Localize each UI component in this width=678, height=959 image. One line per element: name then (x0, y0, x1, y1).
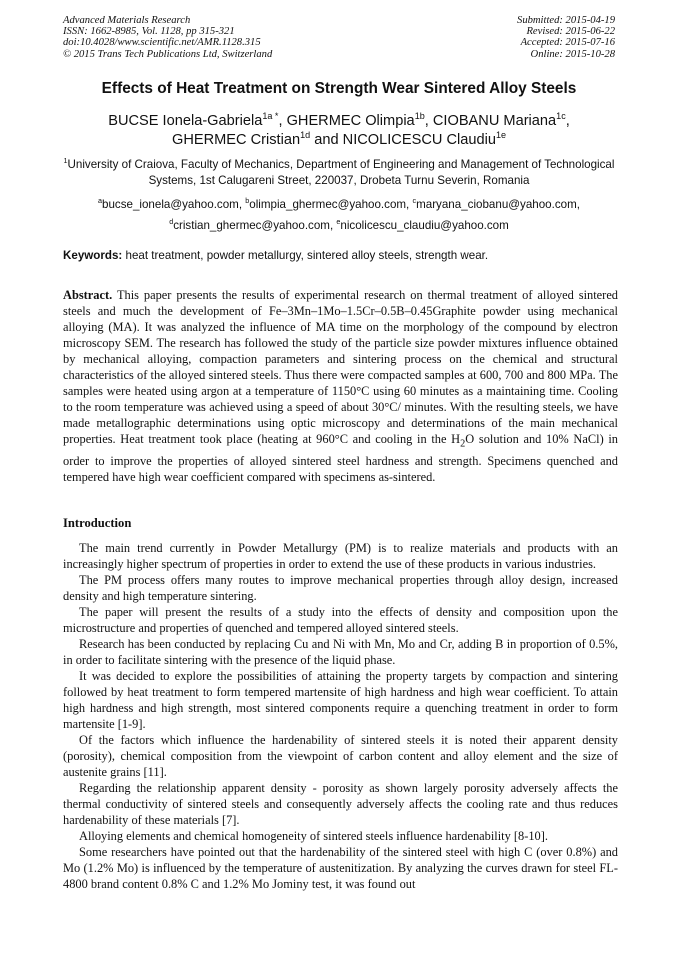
header-right (517, 15, 615, 60)
email-address[interactable]: olimpia_ghermec@yahoo.com (249, 198, 407, 211)
author-superscript: 1e (495, 130, 507, 141)
email-superscript: a (98, 196, 103, 206)
email-superscript: b (245, 196, 250, 206)
email-superscript: d (169, 217, 174, 227)
email-superscript: e (336, 217, 341, 227)
intro-paragraph: Alloying elements and chemical homogeneity of sintered steels influence hardenability [8-10]. (79, 829, 548, 843)
doi-line: doi:10.4028/www.scientific.net/AMR.1128.315 (63, 37, 261, 49)
author-name: NICOLICESCU Claudiu (342, 132, 496, 148)
intro-paragraph: It was decided to explore the possibilities of attaining the property targets by compaction and sintering followed by heat treatment to form tempered martensite of high hardness and high wear coefficient. To attain high hardness and high strength, most sintered components require a quenching treatment in order to form martensite [1-9]. (63, 669, 618, 731)
intro-paragraph: The paper will present the results of a study into the effects of density and composition upon the microstructure and properties of quenched and tempered alloyed sintered steels. (63, 605, 618, 635)
abstract-text: This paper presents the results of experimental research on thermal treatment of alloyed sintered steels and much the development of Fe–3Mn–1Mo–1.5Cr–0.5B–0.45Graphite powder using mechanical alloying (MA). It was analyzed the influence of MA time on the morphology of the compound by electron microscopy SEM. The research has followed the study of the particle size powder mixtures influence obtained by mechanical alloying, compaction parameters and sintering process on the chemical and structural characteristics of the alloyed sintered steels. Thus there were compacted samples at 600, 700 and 800 MPa. The samples were heated using argon at a temperature of 1150°C using 60 minutes as a maintaining time. Cooling to the room temperature was achieved using a speed of about 30°C/ minutes. With the resulting steels, we have made metallographic determinations using optic microscopy and determinations of the main mechanical properties. Heat treatment took place (heating at 960°C and cooling in the H (63, 288, 619, 447)
abstract (63, 287, 618, 485)
email-address[interactable]: bucse_ionela@yahoo.com (102, 198, 239, 211)
email-address[interactable]: cristian_ghermec@yahoo.com (173, 219, 330, 232)
email-address[interactable]: maryana_ciobanu@yahoo.com (416, 198, 577, 211)
email-superscript: c (412, 196, 417, 206)
abstract-subscript: 2 (460, 438, 466, 450)
intro-paragraph: Of the factors which influence the hardenability of sintered steels it is noted their apparent density (porosity), chemical composition from the viewpoint of carbon content and alloy element and the size of austenite grains [11]. (63, 733, 618, 779)
journal-name: Advanced Materials Research (63, 15, 191, 26)
author-name: GHERMEC Olimpia (286, 113, 415, 129)
affiliation-superscript: 1 (63, 156, 68, 166)
submitted-date: Submitted: 2015-04-19 (517, 15, 615, 26)
keywords (63, 249, 618, 262)
introduction-heading: Introduction (63, 516, 132, 530)
author-superscript: 1b (414, 111, 425, 122)
intro-paragraph: Some researchers have pointed out that the hardenability of the sintered steel with high C (over 0.8%) and Mo (1.2% Mo) is influenced by the temperature of austenitization. By analyzing the curves drawn for steel FL-4800 brand content 0.8% C and 1.2% Mo Jominy test, it was found out (63, 845, 618, 891)
affiliation (50, 157, 628, 188)
author-superscript: 1c (556, 111, 566, 122)
online-date: Online: 2015-10-28 (530, 48, 615, 60)
abstract-text-continued: O solution and 10% NaCl) in order to improve the properties of alloyed sintered steel hardness and strength. Specimens quenched and tempered have high wear coefficient compared with specimens as-sintered. (63, 432, 618, 484)
author-superscript: 1a * (262, 111, 279, 122)
author-name: CIOBANU Mariana (432, 113, 557, 129)
accepted-date: Accepted: 2015-07-16 (520, 37, 615, 49)
revised-date: Revised: 2015-06-22 (526, 26, 615, 38)
copyright-line: © 2015 Trans Tech Publications Ltd, Switzerland (63, 48, 273, 60)
intro-paragraph: Regarding the relationship apparent density - porosity as shown largely porosity adversely affects the thermal conductivity of sintered steels and consequently adversely affects the cooling rate and thus reduces hardenability of these materials [7]. (63, 781, 618, 827)
header-left (63, 15, 272, 60)
paper-title: Effects of Heat Treatment on Strength Wear Sintered Alloy Steels (101, 80, 577, 97)
intro-paragraph: Research has been conducted by replacing Cu and Ni with Mn, Mo and Cr, adding B in proportion of 0.5%, in order to facilitate sintering with the presence of the liquid phase. (63, 637, 618, 667)
intro-paragraph: The main trend currently in Powder Metallurgy (PM) is to realize materials and products with an increasingly higher spectrum of properties in order to extend the use of these products in various industries. (63, 541, 618, 571)
issn-line: ISSN: 1662-8985, Vol. 1128, pp 315-321 (63, 26, 235, 38)
author-name: BUCSE Ionela-Gabriela (108, 113, 263, 129)
email-address[interactable]: nicolicescu_claudiu@yahoo.com (340, 219, 509, 232)
introduction-body (63, 540, 618, 892)
keywords-label: Keywords: (63, 249, 123, 262)
author-list: BUCSE Ionela-Gabriela$^{1a *}$, GHERMEC Olimpia$^{1b}$, CIOBANU Mariana$^{1c}$, GHERMEC Cristian$^{1d}$ and NICOLICESCU Claudiu$^{1e}$ (108, 111, 570, 148)
author-emails: $^a$bucse_ionela@yahoo.com, $^b$olimpia_ghermec@yahoo.com, $^c$maryana_ciobanu@yahoo.com, $^d$cristian_ghermec@yahoo.com, $^e$nicolicescu_claudiu@yahoo.com (98, 196, 580, 232)
abstract-label: Abstract. (63, 288, 113, 302)
author-name: GHERMEC Cristian (171, 132, 301, 148)
affiliation-text: University of Craiova, Faculty of Mechanics, Department of Engineering and Management of Technological Systems, 1st Calugareni Street, 220037, Drobeta Turnu Severin, Romania (67, 158, 615, 187)
author-conjunction: and (314, 132, 339, 148)
keywords-text: heat treatment, powder metallurgy, sintered alloy steels, strength wear. (125, 249, 489, 262)
intro-paragraph: The PM process offers many routes to improve mechanical properties through alloy design, increased density and high temperature sintering. (63, 573, 618, 603)
author-superscript: 1d (300, 130, 311, 141)
